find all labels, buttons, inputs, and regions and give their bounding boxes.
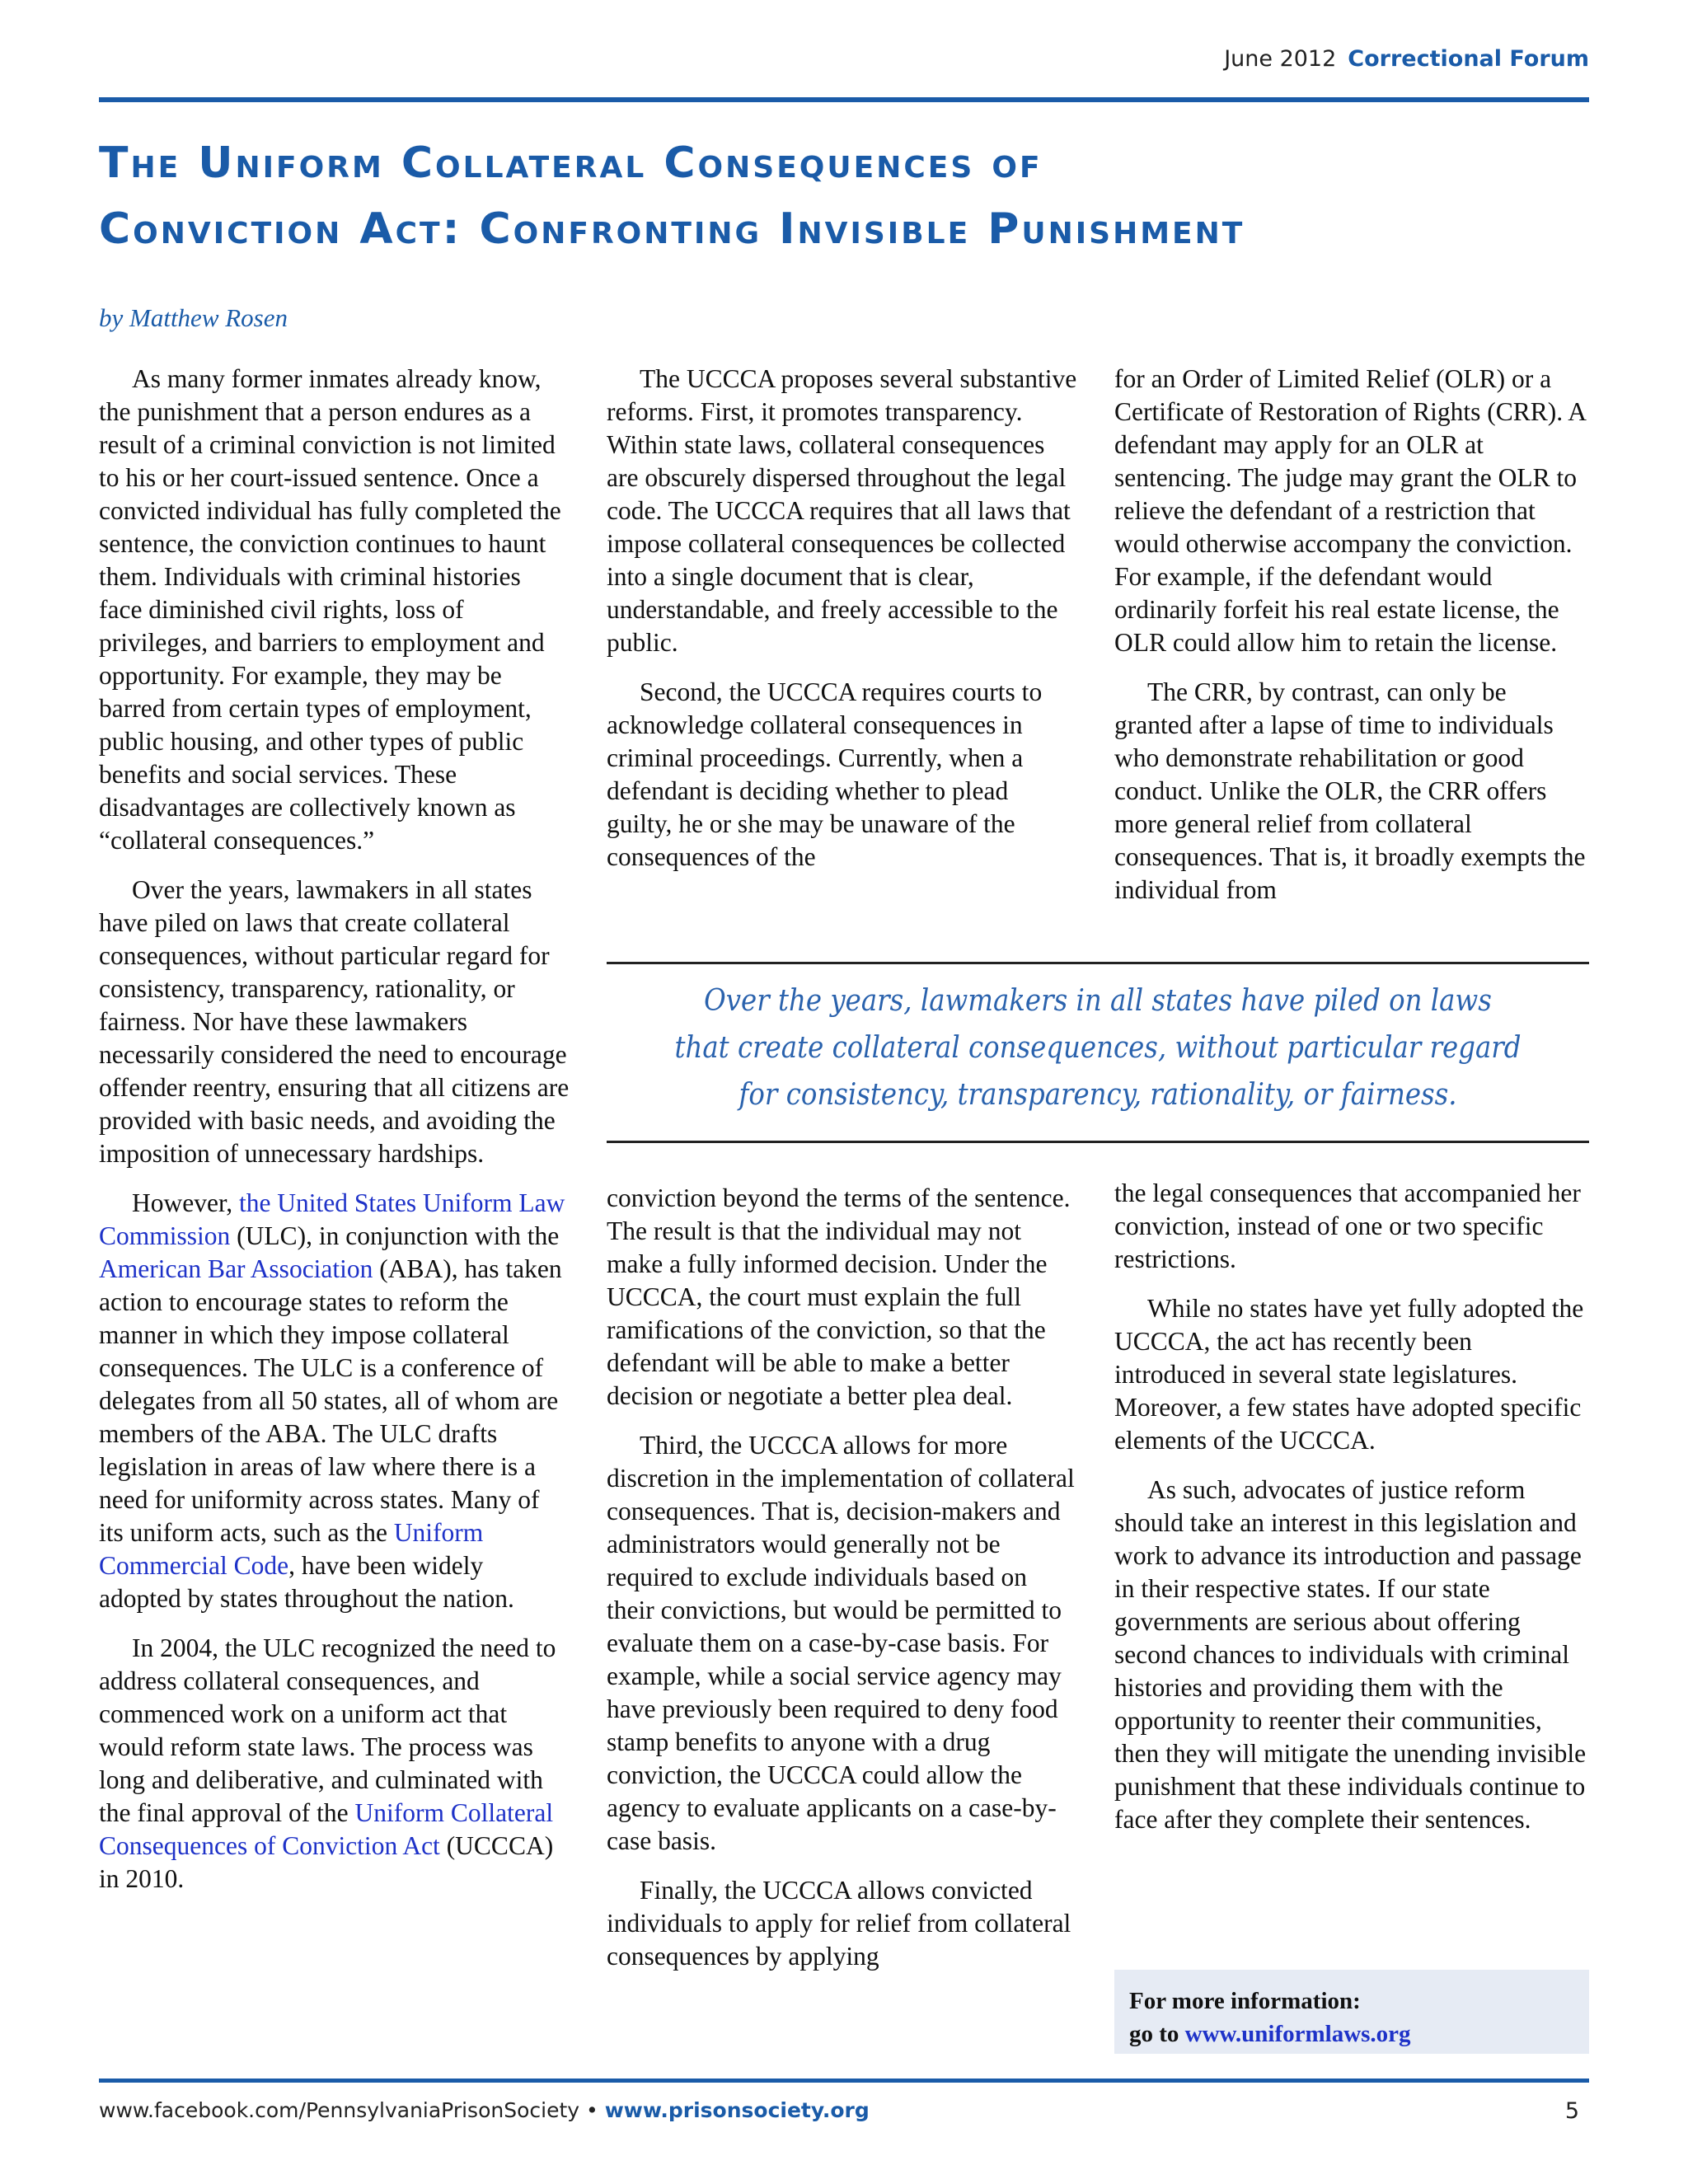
article-title-line-1: The Uniform Collateral Consequences of (99, 138, 1043, 188)
paragraph (99, 1187, 570, 1615)
text-run: go to (1129, 2021, 1185, 2047)
pullquote-rule-bottom (607, 1141, 1589, 1143)
uniformlaws-link[interactable]: www.uniformlaws.org (1184, 2021, 1411, 2047)
running-header (1224, 46, 1589, 72)
paragraph: Third, the UCCCA allows for more discretion in the implementation of collateral consequences. That is, decision-makers and administrators would generally not be required to exclude individuals based on their convictions, but would be permitted to evaluate them on a case-by-case basis. For example, while a social service agency may have previously been required to deny food stamp benefits to anyone with a drug conviction, the UCCCA could allow the agency to evaluate applicants on a case-by-case basis. (607, 1431, 1075, 1855)
footer-separator: • (579, 2098, 605, 2122)
paragraph: The CRR, by contrast, can only be granted after a lapse of time to individuals who demonstrate rehabilitation or good conduct. Unlike the OLR, the CRR offers more general relief from collateral consequences. That is, it broadly exempts the individual from (1114, 677, 1586, 904)
text-run: In 2004, the ULC recognized the need to address collateral consequences, and commenced work on a uniform act that would reform state laws. The process was long and deliberative, and culminated with the final approval of the (99, 1633, 556, 1827)
header-rule (99, 97, 1589, 102)
paragraph (99, 1632, 570, 1896)
column-1 (99, 363, 570, 1912)
column-3-top (1114, 363, 1589, 923)
article-title-line-2: Conviction Act: Confronting Invisible Punishment (99, 204, 1245, 254)
more-info-heading: For more information: (1129, 1988, 1361, 2014)
paragraph: Over the years, lawmakers in all states have piled on laws that create collateral consequences, without particular regard for consistency, transparency, rationality, or fairness. Nor have these lawmakers necessarily considered the need to encourage offender reentry, ensuring that all citizens are provided with basic needs, and avoiding the imposition of unnecessary hardships. (99, 875, 570, 1168)
text-run: (ABA), has taken action to encourage states to reform the manner in which they impose collateral consequences. The ULC is a conference of delegates from all 50 states, all of whom are members of the ABA. The ULC drafts legislation in areas of law where there is a need for uniformity across states. Many of its uniform acts, such as the (99, 1254, 562, 1547)
paragraph: As many former inmates already know, the punishment that a person endures as a result of a criminal conviction is not limited to his or her court-issued sentence. Once a convicted individual has fully completed the sentence, the conviction continues to haunt them. Individuals with criminal histories face diminished civil rights, loss of privileges, and barriers to employment and opportunity. For example, they may be barred from certain types of employment, public housing, and other types of public benefits and social services. These disadvantages are collectively known as “collateral consequences.” (99, 364, 561, 855)
prisonsociety-link[interactable]: www.prisonsociety.org (604, 2098, 870, 2122)
paragraph: the legal consequences that accompanied her conviction, instead of one or two specific restrictions. (1114, 1179, 1581, 1273)
footer-rule (99, 2079, 1589, 2083)
text-run: However, (132, 1188, 239, 1217)
link-american-bar-association[interactable]: American Bar Association (99, 1254, 373, 1283)
more-info-line (1129, 2018, 1574, 2050)
paragraph: Second, the UCCCA requires courts to acknowledge collateral consequences in criminal proceedings. Currently, when a defendant is deciding whether to plead guilty, he or she may be unaware of the consequences of the (607, 677, 1043, 871)
link-uniform-law-commission[interactable]: the United States Uniform Law Commission (99, 1188, 565, 1250)
column-3-bottom (1114, 1177, 1589, 1853)
issue-date: June 2012 (1224, 46, 1337, 72)
paragraph: While no states have yet fully adopted the UCCCA, the act has recently been introduced in several state legislatures. Moreover, a few states have adopted specific elements of the UCCCA. (1114, 1294, 1584, 1455)
column-2-bottom (607, 1182, 1078, 1990)
text-run: , have been widely adopted by states throughout the nation. (99, 1551, 514, 1613)
paragraph: conviction beyond the terms of the sentence. The result is that the individual may not make a fully informed decision. Under the UCCCA, the court must explain the full ramifications of the conviction, so that the defendant will be able to make a better decision or negotiate a better plea deal. (607, 1183, 1071, 1410)
facebook-link[interactable]: www.facebook.com/PennsylvaniaPrisonSociety (99, 2098, 580, 2122)
footer (99, 2098, 870, 2122)
pull-quote: Over the years, lawmakers in all states have piled on laws that create collateral consequences, without particular regard for consistency, transparency, rationality, or fairness. (674, 984, 1522, 1112)
page-number: 5 (1564, 2098, 1579, 2124)
publication-name: Correctional Forum (1348, 46, 1589, 72)
text-run: (ULC), in conjunction with the (230, 1221, 560, 1250)
text-run: (UCCCA) in 2010. (99, 1831, 554, 1893)
link-uniform-commercial-code[interactable]: Uniform Commercial Code (99, 1518, 484, 1580)
column-2-top (607, 363, 1078, 890)
link-uccca[interactable]: Uniform Collateral Consequences of Conviction Act (99, 1798, 554, 1860)
paragraph: As such, advocates of justice reform should take an interest in this legislation and work to advance its introduction and passage in their respective states. If our state governments are serious about offering second chances to individuals with criminal histories and providing them with the opportunity to reenter their communities, then they will mitigate the unending invisible punishment that these individuals continue to face after they complete their sentences. (1114, 1475, 1587, 1834)
paragraph: The UCCCA proposes several substantive reforms. First, it promotes transparency. Within state laws, collateral consequences are obscurely dispersed throughout the legal code. The UCCCA requires that all laws that impose collateral consequences be collected into a single document that is clear, understandable, and freely accessible to the public. (607, 364, 1077, 657)
paragraph: for an Order of Limited Relief (OLR) or a Certificate of Restoration of Rights (CRR). A defendant may apply for an OLR at sentencing. The judge may grant the OLR to relieve the defendant of a restriction that would otherwise accompany the conviction. For example, if the defendant would ordinarily forfeit his real estate license, the OLR could allow him to retain the license. (1114, 364, 1586, 657)
article-title (99, 130, 1589, 262)
byline: by Matthew Rosen (99, 303, 288, 332)
pullquote-rule-top (607, 962, 1589, 964)
more-info-box (1114, 1970, 1589, 2054)
paragraph: Finally, the UCCCA allows convicted individuals to apply for relief from collateral consequences by applying (607, 1876, 1071, 1971)
